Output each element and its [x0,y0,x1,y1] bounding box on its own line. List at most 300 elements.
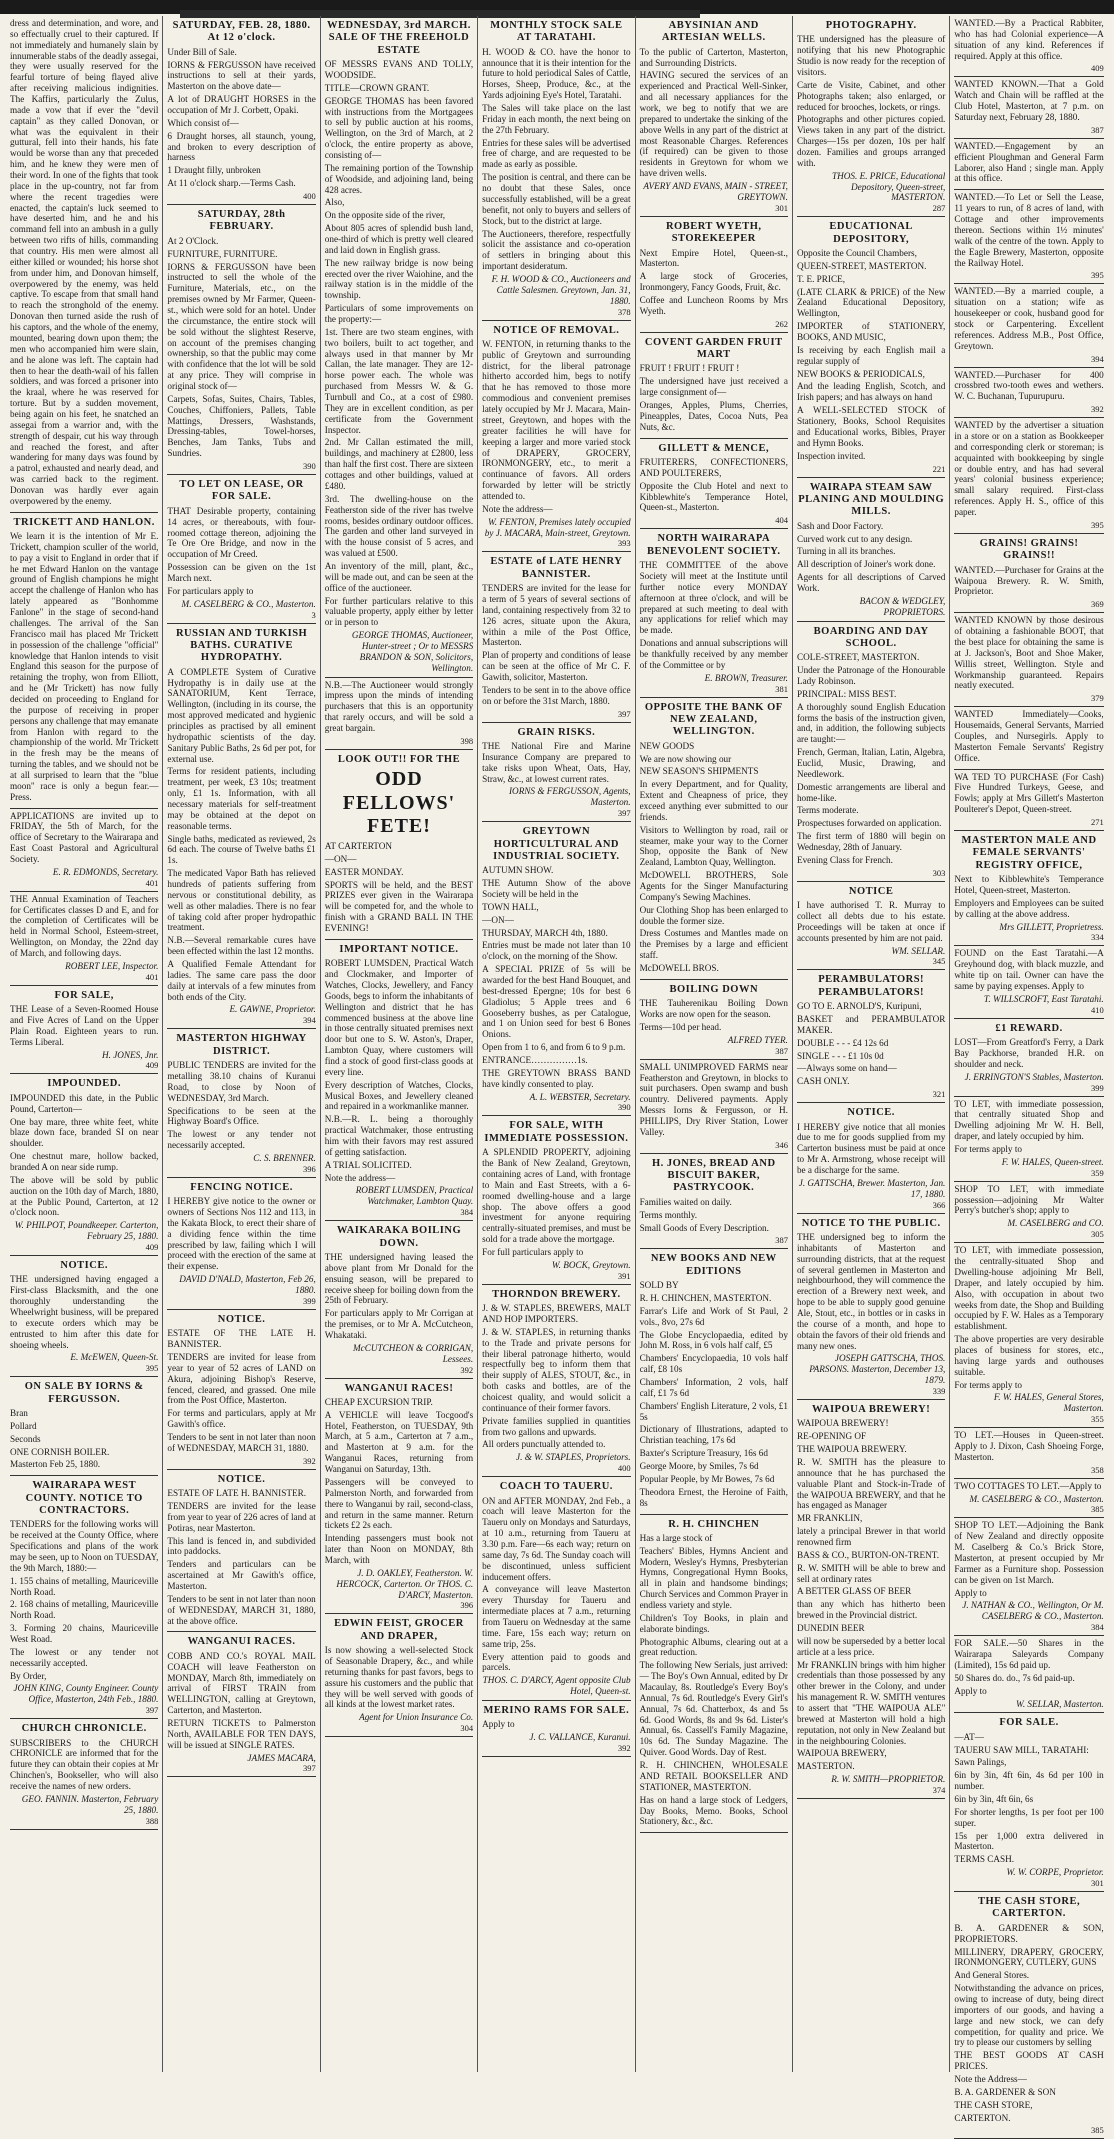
ad-heading: GRAIN RISKS. [517,726,596,738]
ad-paragraph: B. A. GARDENER & SON, PROPRIETORS. [954,1922,1104,1944]
ad-paragraph: Employers and Employees can be suited by calling at the above address. [954,897,1104,919]
advertisement [640,529,788,697]
ad-paragraph: A COMPLETE System of Curative Hydropathy is in daily use at the SANATORIUM, Kent Terrace, Wellington, (including in its course, the most approved medicated and hygienic principles as practised by all eminent hydropathic scientists of the day. Sanitary Public Baths, 2s 6d per pot, for external use. [167,666,316,764]
ad-paragraph: Baxter's Scripture Treasury, 16s 6d [639,1448,768,1459]
ad-paragraph: The position is central, and there can be no doubt that these Sales, once successfully established, will be a great benefit, not only to buyers and sellers of Stock, but to the district at large. [482,172,631,226]
ad-paragraph: TWO COTTAGES TO LET.—Apply to [954,1480,1102,1491]
ad-paragraph: Opposite the Council Chambers, [796,248,917,259]
ad-paragraph: ON and AFTER MONDAY, 2nd Feb., a coach will leave Masterton for the Taueru only on Mondays and Saturdays, at 10 a.m., returning from Taueru at 3.30 p.m. Fare—6s each way; return on same day, 7s 6d. The Sunday coach will be discontinued, unless sufficient inducement offers. [482,1495,631,1582]
ad-paragraph: WANTED KNOWN by those desirous of obtaining a fashionable BOOT, that the best place for obtaining the same is at J. Jackson's, Boot and Shoe Maker, Willis street, Wellington. Style and Workmanship guaranteed. Repairs neatly executed. [954,615,1104,691]
ad-paragraph: J. & W. STAPLES, BREWERS, MALT AND HOP IMPORTERS. [482,1303,631,1324]
ad-paragraph: TO LET.—Houses in Queen-street. Apply to J. Dixon, Cash Shoeing Forge, Masterton. [954,1430,1104,1462]
ad-signature: Mrs GILLETT, Proprietress. [999,921,1104,932]
ad-paragraph: T. E. PRICE, [796,273,846,284]
advertisement [954,1636,1103,1713]
ad-number: 395 [1090,519,1104,530]
ad-paragraph: WA TED TO PURCHASE (For Cash) Five Hundred Turkeys, Geese, and Fowls; apply at Mrs Gillett's Masterton Poulterer's Depot, Queen-street. [954,771,1104,815]
ad-signature: F. H. WOOD & CO., Auctioneers and Cattle Salesmen. Greytown, Jan. 31, 1880. [491,273,631,306]
ad-paragraph: Sash and Door Factory. [796,520,884,531]
ad-heading: NOTICE. [60,1259,108,1271]
ad-number: 399 [303,1295,316,1306]
ad-paragraph: W. FENTON, in returning thanks to the public of Greytown and surrounding district, for the liberal patronage hitherto accorded him, begs to notify that he has removed to those more commodious and convenient premises lately occupied by Mr J. Macara, Main-street, Greytown, and hopes with the greater facilities he will have for keeping a larger and more varied stock of DRAPERY, GROCERY, IRONMONGERY, etc., to merit a continuance of favors. All orders forwarded by letter will be strictly attended to. [482,338,631,501]
ad-paragraph: For full particulars apply to [482,1246,584,1257]
ad-number: 392 [460,1364,474,1375]
ad-paragraph: Agents for all descriptions of Carved Work. [796,572,946,593]
ad-signature: F. W. HALES, Queen-street. [1001,1156,1104,1167]
ad-heading: FENCING NOTICE. [190,1181,293,1193]
advertisement [954,1892,1103,2139]
ad-number: 400 [617,1463,631,1474]
ad-paragraph: MASTERTON. [796,1761,855,1772]
advertisement [797,217,945,477]
ad-paragraph: Specifications to be seen at the Highway Board's Office. [167,1105,316,1127]
ad-paragraph: Tenders and particulars can be ascertained at Mr Gawith's office, Masterton. [167,1559,316,1592]
ad-number: 410 [1090,1004,1104,1015]
ad-paragraph: will now be superseded by a better local article at a less price. [796,1635,946,1657]
ad-paragraph: Dictionary of Illustrations, adapted to Christian teaching, 17s 6d [639,1424,788,1446]
ad-paragraph: AUTUMN SHOW. [482,865,554,876]
ad-signature: THOS. E. PRICE, Educational Depository, Queen-street, MASTERTON. [832,170,946,203]
ad-paragraph: Is receiving by each English mail a regular supply of [796,344,946,366]
ad-paragraph: Coffee and Luncheon Rooms by Mrs Wyeth. [639,294,788,316]
ad-paragraph: MR FRANKLIN, [796,1513,863,1524]
ad-number: 395 [145,1363,159,1374]
ad-signature: J. & W. STAPLES, Proprietors. [516,1452,631,1463]
advertisement [640,217,788,333]
column-3 [321,16,478,2072]
ad-paragraph: Curved work cut to any design. [796,533,913,544]
ad-heading: THORNDON BREWERY. [492,1288,621,1300]
ad-paragraph: THE Annual Examination of Teachers for Certificates classes D and E, and for the completion of Certificates will be held in Normal School, Esteem-street, Wellington, on Monday, the 22nd day of March, and following days. [10,893,159,958]
ad-signature: F. W. HALES, General Stores, Masterton. [993,1392,1104,1414]
ad-heading: FOR SALE. [999,1717,1059,1729]
ad-number: 374 [932,1785,946,1796]
ad-heading: MERINO RAMS FOR SALE. [483,1704,630,1716]
ad-number: 409 [145,1060,159,1071]
advertisement [954,1019,1103,1097]
ad-paragraph: —ON— [482,914,514,925]
advertisement [325,1221,473,1378]
advertisement [167,1632,315,1777]
ad-paragraph: Next to Kibblewhite's Temperance Hotel, Queen-street, Masterton. [954,874,1104,895]
advertisement [482,1701,630,1757]
ad-number: 271 [1090,817,1104,827]
ad-heading: TO LET ON LEASE, OR FOR SALE. [179,479,304,503]
ad-paragraph: NEW BOOKS & PERIODICALS, [796,368,925,379]
ad-paragraph: For particulars apply to Mr Corrigan at the premises, or to Mr A. McCutcheon, Whakataki. [324,1308,474,1340]
column-2 [163,16,320,2072]
ad-paragraph: 1st. There are two steam engines, with two boilers, built to act together, and always used in that manner by Mr Callan, the late manager. They are 12-horse power each. The whole was purchased from Messrs W. & G. Turnbull and Co., at a cost of £980. They are in excellent condition, as per certificate from the Government Inspector. [324,326,474,435]
ad-number: 369 [1090,599,1104,610]
ad-paragraph: Every attention paid to goods and parcels. [482,1651,631,1673]
ad-heading: RUSSIAN AND TURKISH BATHS. CURATIVE HYDROPATHY. [175,627,308,664]
ad-paragraph: The Auctioneers, therefore, respectfully solicit the assistance and co-operation of settlers in bringing about this important desideratum. [482,228,631,272]
ad-signature: ROBERT LEE, Inspector. [65,960,159,971]
ad-number: 390 [617,1102,631,1113]
ad-paragraph: LOST—From Greatford's Ferry, a Dark Bay Packhorse, branded H.R. on shoulder and neck. [954,1037,1104,1069]
ad-paragraph: Under the Patronage of the Honourable Lady Robinson. [796,665,946,686]
ad-paragraph: Chambers' Information, 2 vols, half calf, £1 7s 6d [639,1377,788,1398]
ad-paragraph: The remaining portion of the Township of Woodside, and adjoining land, being 428 acres. [324,162,474,195]
ad-paragraph: THE WAIPOUA BREWERY. [796,1444,907,1455]
ad-paragraph: IORNS & FERGUSSON have been instructed to sell the whole of the Furniture, Materials, etc., on the premises owned by Mr Farmer, Queen-st., which were sold for an hotel. Under the circumstance, the entire stock will be sold without the slightest Reserve, on account of the premises changing ownership, so that the public may come with confidence that the lot will be sold at any price. They will comprise in original stock of— [167,261,316,391]
ad-paragraph: FOUND on the East Taratahi.—A Greyhound dog, with black muzzle, and white tip on tail. Owner can have the same by paying expenses. Apply to [954,948,1104,992]
ad-number: 401 [145,877,159,888]
ad-paragraph: than any which has hitherto been brewed in the Provincial district. [796,1599,946,1621]
ad-paragraph: 50 Shares do. do., 7s 6d paid-up. [954,1672,1075,1683]
ad-heading: GILLETT & MENCE, [658,442,770,454]
ad-paragraph: TO LET, with immediate possession, the centrally-situated Shop and Dwelling-house adjoining Mr Bell, Draper, and lately occupied by him. Also, with occupation in about two weeks from date, the Shop and Building occupied by F. W. Hales as a Temporary establishment. [954,1245,1104,1332]
ad-heading: ROBERT WYETH, STOREKEEPER [665,220,762,245]
ad-number: 305 [1090,1229,1104,1240]
ad-heading: SATURDAY, FEB. 28, 1880. At 12 o'clock. [172,20,311,44]
ad-paragraph: And General Stores. [954,1970,1030,1981]
ad-number: 400 [303,191,316,202]
ad-number: 359 [1090,1167,1104,1178]
ad-paragraph: One bay mare, three white feet, white blaze down face, branded SI on near shoulder. [10,1116,159,1149]
ad-number: 304 [460,1723,474,1734]
ad-paragraph: SHOP TO LET.—Adjoining the Bank of New Zealand and directly opposite M. Caselberg & Co.'s Brick Store, Masterton, at present occupied by Mr Farmer as a Furniture shop. Possession can be given on 1st March. [954,1520,1104,1585]
ad-paragraph: Chambers' English Literature, 2 vols, £1 5s [639,1400,788,1422]
ad-paragraph: Chambers' Encyclopaedia, 10 vols half calf, £8 10s [639,1353,788,1375]
ad-paragraph: ROBERT LUMSDEN, Practical Watch and Clockmaker, and Importer of Watches, Clocks, Jewellery, and Fancy Goods, begs to inform the inhabitants of Wellington and district that he has commenced business at the above line in those centrally situated premises next door but one to S. W. Aston's, Draper, Lambton Quay, where customers will find a stock of good first-class goods at every line. [324,958,474,1077]
ad-number: 387 [1090,124,1104,135]
ad-paragraph: A thoroughly sound English Education forms the basis of the instruction given, and, in addition, the following subjects are taught:— [796,701,946,745]
advertisement [954,1518,1103,1636]
ad-heading: WANGANUI RACES! [344,1382,454,1394]
ad-paragraph: The above will be sold by public auction on the 10th day of March, 1880, at the Public Pound, Carterton, at 12 o'clock noon. [10,1174,159,1218]
ad-paragraph: GEORGE THOMAS has been favored with instructions from the Mortgagees to sell by public auction at his rooms, Wellington, on the 3rd of March, at 2 o'clock, the entire property as above, consisting of— [324,95,474,160]
ad-paragraph: THURSDAY, MARCH 4th, 1880. [482,927,608,938]
ad-paragraph: Inspection invited. [796,450,866,461]
ad-number: 221 [932,463,946,474]
ad-number: 390 [303,461,316,472]
ad-paragraph: The Sales will take place on the last Friday in each month, the next being on the 27th February. [482,103,631,135]
advertisement [167,1310,315,1470]
ad-paragraph: Plan of property and conditions of lease can be seen at the office of Mr C. F. Gawith, solicitor, Masterton. [482,650,631,683]
ad-paragraph: COBB AND CO.'s ROYAL MAIL COACH will leave Featherston on MONDAY, March 8th, immediately on arrival of FIRST TRAIN from WELLINGTON, calling at Greytown, Carterton, and Masterton. [167,1650,316,1716]
ad-paragraph: The Globe Encyclopaedia, edited by John M. Ross, in 6 vols half calf, £5 [639,1329,788,1351]
advertisement [10,892,158,986]
ad-heading: WAIRARAPA WEST COUNTY. NOTICE TO CONTRACTORS. [25,1480,143,1517]
advertisement [325,940,473,1221]
ad-number: 409 [1090,63,1104,74]
ad-number: 387 [775,1045,788,1056]
ad-paragraph: WANTED.—Purchaser for Grains at the Waipoua Brewery. R. W. Smith, Proprietor. [954,564,1104,597]
advertisement [10,1476,158,1719]
ad-heading: BOILING DOWN [669,983,759,995]
advertisement [482,1285,630,1477]
ad-number: 397 [617,708,631,719]
advertisement [954,770,1103,831]
ad-heading: MONTHLY STOCK SALE AT TARATAHI. [490,20,623,44]
ad-paragraph: Under Bill of Sale. [167,46,237,57]
ad-heading: EDWIN FEIST, GROCER AND DRAPER, [334,1618,464,1642]
advertisement [482,1116,630,1284]
ad-paragraph: Single baths, medicated as reviewed, 2s 6d each. The course of Twelve baths £1 1s. [167,833,316,866]
advertisement [797,622,945,882]
ad-number: 339 [932,1386,946,1397]
advertisement [797,970,945,1103]
ad-number: 393 [617,538,631,549]
ad-paragraph: For terms apply to [954,1379,1022,1390]
ad-heading: COACH TO TAUERU. [499,1481,613,1493]
ad-paragraph: 6in by 3in, 4ft 6in, 6s [954,1794,1034,1805]
ad-heading: NOTICE. [217,1313,266,1325]
advertisement [954,707,1103,769]
advertisement [954,284,1103,367]
ad-heading: MASTERTON MALE AND FEMALE SERVANTS' REGISTRY OFFICE, [961,835,1097,871]
ad-paragraph: MILLINERY, DRAPERY, GROCERY, IRONMONGERY, CUTLERY, GUNS [954,1946,1104,1968]
ad-paragraph: THE CASH STORE, [954,2099,1033,2110]
ad-paragraph: NEW SEASON'S SHIPMENTS [639,766,759,777]
ad-number: 396 [303,1163,316,1174]
ad-number: 388 [145,1815,159,1826]
ad-paragraph: EASTER MONDAY. [324,866,404,877]
advertisement [325,1614,473,1737]
ad-paragraph: Has on hand a large stock of Ledgers, Day Books, Memo. Books, School Stationery, &c., &c. [639,1794,788,1827]
ad-paragraph: Next Empire Hotel, Queen-st., Masterton. [639,247,788,269]
ad-paragraph: R. H. CHINCHEN, WHOLESALE AND RETAIL BOOKSELLER AND STATIONER, MASTERTON. [639,1760,788,1792]
ad-heading: PHOTOGRAPHY. [825,20,917,31]
ad-paragraph: H. WOOD & CO. have the honor to announce that it is their intention for the future to hold periodical Sales of Cattle, Horses, Sheep, Produce, &c., at the Yards adjoining Eye's Hotel, Taratahi. [482,46,631,101]
ad-heading: GREYTOWN HORTICULTURAL AND INDUSTRIAL SOCIETY. [493,826,620,862]
ad-paragraph: CARTERTON. [954,2112,1011,2123]
ad-paragraph: Photographic Albums, clearing out at a great reduction. [639,1636,788,1658]
ad-signature: JAMES MACARA, [247,1752,316,1763]
ad-number: 395 [1090,270,1104,281]
ad-paragraph: COLE-STREET, MASTERTON. [796,652,920,663]
ad-paragraph: For terms and particulars, apply at Mr Gawith's office. [167,1408,316,1430]
advertisement [10,513,158,809]
ad-paragraph: Oranges, Apples, Plums, Cherries, Pineapples, Dates, Cocoa Nuts, Pea Nuts, &c. [639,400,788,432]
advertisement [640,1249,788,1514]
ad-signature: W. BOCK, Greytown. [551,1259,631,1270]
ad-paragraph: For terms apply to [954,1144,1022,1155]
ad-paragraph: A Qualified Female Attendant for ladies. The same care pass the door daily at intervals of a few minutes from both ends of the City. [167,959,316,1002]
ad-paragraph: J. & W. STAPLES, in returning thanks to the Trade and private persons for their liberal patronage hitherto, would respectfully beg to inform them that their supply of ALES, STOUT, &c., in both casks and bottles, are of the choicest quality, and would solicit a continuance of their former favors. [482,1326,631,1413]
ad-signature: McCUTCHEON & CORRIGAN, Lessees. [352,1342,474,1364]
ad-paragraph: Pollard [10,1420,37,1431]
ad-number: 379 [1090,693,1104,704]
ad-signature: THOS. C. D'ARCY, Agent opposite Club Hotel, Queen-st. [482,1675,631,1697]
advertisement [797,1103,945,1213]
ad-number: 345 [932,956,946,967]
ad-paragraph: ESTATE OF LATE H. BANNISTER. [167,1488,306,1499]
advertisement [482,822,630,1116]
ad-number: 404 [775,515,788,526]
ad-paragraph: Passengers will be conveyed to Palmerston North, and forwarded from there to Wanganui by rail, second-class, and return in the same manner. Return tickets £2 2s each. [324,1476,474,1531]
ad-number: 391 [617,1270,631,1281]
column-1 [6,16,163,2072]
ad-paragraph: Terms for resident patients, including treatment, per week, £3 10s; treatment only, £1 1s. Information, with all necessary materials for self-treatment may be obtained at the depot on reasonable terms. [167,766,316,831]
ad-paragraph: Has a large stock of [639,1532,713,1543]
ad-paragraph: dress and determination, and wore, and so effectually cruel to their captured. If not immediately and humanely slain by innumerable stabs of the deadly assegai, they were usually reserved for the fearful torture of being flayed alive after receiving malicious indignities. The Kaffirs, particularly the Zulus, made a vow that if ever the "devil captain" as they called Donovan, or what was the equivalent in their guttural, fell into their hands, his fate would be worse than any that preceded him, and he knew they were men of their word. In one of the fights that took place in the up-country, not far from where the recent tragedies were enacted, the captain's luck seemed to have deserted him, and he and his command fell into an ambush in a gully between two rifts of hills, commanding that country. His men were almost all either killed or wounded; his horse shot from under him, and Donovan himself, overpowered by the enemy, was held captive. To escape from that small hand to reach the stronghold of the enemy. Donovan then turned aside the rush of his captors, and the whole of the enemy, mounted, bearing down upon them; the men who accompanied him were slain, and he alone was left. The captain had then to hear the death-wail of his fallen soldiers, and was forced a prisoner into the kraal, where he was reserved for torture. But by a sudden movement, being again on his feet, he snatched an assegai from a warrior and, with the strength of despair, cut his way through and reached the forest, and after wandering for many days was found by a patrol, exhausted and nearly dead, and was carried back to the regiment. Donovan was hardly ever again overpowered by the enemy. [10,18,159,506]
advertisement [954,1243,1103,1428]
ad-number: 366 [932,1199,946,1210]
advertisement [482,723,630,823]
advertisement [797,882,945,971]
ad-paragraph: Visitors to Wellington by road, rail or steamer, make your way to the Corner Shop, opposite the Bank of New Zealand, Lambton Quay, Wellington. [639,824,788,868]
ad-paragraph: N.B.—The Auctioneer would strongly impress upon the minds of intending purchasers that this is an opportunity that rarely occurs, and will be sold a great bargain. [324,679,474,733]
advertisement [954,16,1103,77]
ad-signature: JOSEPH GATTSCHA, THOS. PARSONS. Masterton, December 13, 1879. [809,1353,946,1386]
ad-paragraph: On the opposite side of the river, [324,210,446,221]
ad-heading: IMPORTANT NOTICE. [339,943,459,955]
ad-paragraph: Tenders to be sent in not later than noon of WEDNESDAY, MARCH 31, 1880, at the above office. [167,1593,316,1626]
ad-paragraph: At 11 o'clock sharp.—Terms Cash. [167,178,296,189]
advertisement [10,1256,158,1377]
ad-number: 396 [460,1600,474,1611]
ad-paragraph: TENDERS are invited for lease from year to year of 52 acres of LAND on Akura, adjoining Bishop's Reserve, fenced, cleared, and grassed. One mile from the Post Office, Masterton. [167,1352,316,1406]
advertisement [325,750,473,940]
advertisement [325,16,473,678]
ad-paragraph: For particulars apply to [167,585,254,596]
ad-paragraph: We are now showing our [639,753,732,764]
ad-paragraph: THAT Desirable property, containing 14 acres, or thereabouts, with four-roomed cottage thereon, adjoining the Te Ore Ore Bridge, and now in the occupation of Mr Creed. [167,505,316,560]
ad-number: 303 [932,867,946,878]
ad-paragraph: The following New Serials, just arrived:— The Boy's Own Annual, edited by Dr Macaulay, 8s. Routledge's Every Boy's Annual, 7s 6d. Routledge's Every Girl's Annual, 7s 6d. Chatterbox, 4s and 5s 6d. Good Words, 8s and 9s 6d. Lister's Annual, 6s. Cassell's Family Magazine, 10s 6d. The Sunday Magazine. The Quiver. Good Words. Day of Rest. [639,1660,788,1758]
ad-paragraph: WANTED Immediately—Cooks, Housemaids, General Servants, Married Couples, and Nursegirls. Apply to Masterton Female Servants' Registry Office. [954,709,1104,763]
ad-signature: W. PHILPOT, Poundkeeper. Carterton, February 25, 1880. [14,1220,159,1242]
ad-paragraph: Families waited on daily. [639,1196,732,1207]
ad-signature: M. CASELBERG and CO. [1007,1218,1104,1229]
ad-paragraph: The lowest or any tender not necessarily accepted. [167,1129,316,1151]
ad-paragraph: Children's Toy Books, in plain and elaborate bindings. [639,1612,788,1634]
ad-paragraph: I HEREBY give notice to the owner or owners of Sections Nos 112 and 113, in the Kakata Block, to erect their share of a dividing fence within the time prescribed by law, failing which I will proceed with the erection of the same at their expense. [167,1196,316,1272]
advertisement [954,831,1103,946]
advertisement [954,1713,1103,1892]
ad-paragraph: Popular People, by Mr Bowes, 7s 6d [639,1473,775,1484]
advertisement [325,678,473,750]
ad-heading: FOR SALE, WITH IMMEDIATE POSSESSION. [484,1120,629,1144]
ad-number: 397 [303,1763,316,1774]
ad-signature: H. JONES, Jnr. [101,1049,159,1060]
ad-heading: NOTICE TO THE PUBLIC. [801,1217,941,1229]
ad-paragraph: By Order, [10,1670,47,1681]
ad-paragraph: I have authorised T. R. Murray to collect all debts due to his estate. Proceedings will be taken at once if accounts presented by him are not paid. [796,900,946,943]
ad-signature: ROBERT LUMSDEN, Practical Watchmaker, Lambton Quay. [355,1185,474,1207]
ad-paragraph: Is now showing a well-selected Stock of Seasonable Drapery, &c., and while returning thanks for past favors, begs to assure his customers and the public that they will be well served with goods of all kinds at the lowest market rates. [324,1645,474,1710]
ad-paragraph: WANTED KNOWN.—That a Gold Watch and Chain will be raffled at the Club Hotel, Masterton, at 7 p.m. on Saturday next, February 28, 1880. [954,79,1104,123]
ad-paragraph: Our Clothing Shop has been enlarged to double the former size. [639,904,788,926]
ad-paragraph: BASKET and PERAMBULATOR MAKER. [796,1014,946,1035]
advertisement [797,1214,945,1400]
ad-paragraph: R. W. SMITH has the pleasure to announce that he has purchased the valuable Plant and Stock-in-Trade of the WAIPOUA BREWERY, and that he has engaged as Manager [796,1457,946,1511]
ad-signature: W. W. CORPE, Proprietor. [1006,1867,1104,1878]
ad-paragraph: (LATE CLARK & PRICE) of the New Zealand Educational Depository, Wellington, [796,286,946,319]
ad-paragraph: Which consist of— [167,117,239,128]
ad-paragraph: HAVING secured the services of an experienced and Practical Well-Sinker, and all necessary appliances for the work, we beg to notify that we are prepared to undertake the sinking of the above Wells in any part of the district at most Reasonable Charges. References (if required) can be given to those residents in Greytown for whom we have driven wells. [639,70,788,179]
advertisement [482,552,630,722]
ad-paragraph: Terms—10d per head. [639,1021,722,1032]
ad-paragraph: SHOP TO LET, with immediate possession—adjoining Mr Walter Perry's butcher's shop; apply to [954,1183,1104,1216]
advertisement [640,439,788,530]
ad-paragraph: THE COMMITTEE of the above Society will meet at the Institute until further notice every MONDAY afternoon at three o'clock, and will be prepared at such meeting to deal with any applications for relief which may be made. [639,560,788,636]
ad-paragraph: CASH ONLY. [796,1076,850,1087]
ad-heading: R. H. CHINCHEN [668,1518,760,1530]
ad-number: 392 [303,1455,316,1466]
ad-paragraph: An inventory of the mill, plant, &c., will be made out, and can be seen at the office of the auctioneer. [324,560,474,593]
ad-paragraph: About 805 acres of splendid bush land, one-third of which is pretty well cleared and laid down in English grass. [324,223,474,255]
ad-paragraph: B. A. GARDENER & SON [954,2086,1056,2097]
newspaper-page [6,16,1108,2136]
ad-number: 385 [1090,1504,1104,1515]
ad-paragraph: THE undersigned having engaged a First-class Blacksmith, and the one thoroughly understanding the Wheelwright business, will be prepared to execute orders which may be entrusted to him after this date for shoeing wheels. [10,1274,159,1350]
advertisement [797,16,945,217]
ad-paragraph: Terms monthly. [639,1209,698,1220]
ad-paragraph: A conveyance will leave Masterton every Thursday for Taueru and intermediate places at 7 a.m., returning from Taueru on Wednesday at the same time. Fare, 15s each way; return on same trip, 25s. [482,1584,631,1649]
ad-number: 355 [1090,1414,1104,1425]
ad-paragraph: 2. 168 chains of metalling, Mauriceville North Road. [10,1599,159,1621]
ad-heading: NOTICE. [217,1473,266,1485]
ad-paragraph: A large stock of Groceries, Ironmongery, Fancy Goods, Fruit, &c. [639,271,788,293]
ad-signature: Agent for Union Insurance Co. [359,1712,474,1723]
ad-paragraph: N.B.—R. L. being a thoroughly practical Watchmaker, those entrusting him with their favors may rest assured of getting satisfaction. [324,1114,474,1157]
ad-paragraph: Apply to [482,1719,515,1730]
ad-heading: NOTICE OF REMOVAL. [493,324,620,336]
ad-paragraph: lately a principal Brewer in that world renowned firm [796,1526,946,1548]
advertisement [954,418,1103,534]
advertisement [954,139,1103,190]
ad-paragraph: FURNITURE, FURNITURE. [167,248,278,259]
advertisement [797,478,945,622]
ad-paragraph: SPORTS will be held, and the BEST PRIZES ever given in the Wairarapa will be competed for, and the whole to finish with a GRAND BALL IN THE EVENING! [324,879,474,934]
ad-paragraph: SUBSCRIBERS to the CHURCH CHRONICLE are informed that for the future they can obtain their copies at Mr Chinchen's, Bookseller, who will also receive the names of new orders. [10,1737,159,1791]
ad-paragraph: French, German, Italian, Latin, Algebra, Euclid, Music, Drawing, and Needlework. [796,747,946,779]
ad-paragraph: At 2 O'Clock. [167,235,219,246]
ad-paragraph: WANTED.—To Let or Sell the Lease, 11 years to run, of 8 acres of land, with Cottage and other improvements thereon. Sections within 1½ minutes' walk of the centre of the town. Apply to the Eagle Brewery, Masterton, opposite the Railway Hotel. [954,192,1104,268]
ad-heading: WAIRAPA STEAM SAW PLANING AND MOULDING MILLS. [798,481,945,518]
ad-paragraph: A WELL-SELECTED STOCK of Stationery, Books, School Requisites and Educational works, Bibles, Prayer and Hymn Books. [796,405,946,448]
ad-paragraph: In every Department, and for Quality, Extent and Cheapness of price, they exceed anything ever submitted to our friends. [639,779,788,822]
ad-paragraph: A lot of DRAUGHT HORSES in the occupation of Mr J. Corbett, Opaki. [167,94,316,116]
advertisement [954,1479,1103,1519]
ad-heading: NEW BOOKS AND NEW EDITIONS [650,1253,777,1277]
ad-heading: IMPOUNDED. [47,1078,121,1090]
ad-paragraph: OF MESSRS EVANS AND TOLLY, WOODSIDE. [324,59,474,80]
advertisement [954,534,1103,613]
ad-paragraph: FOR SALE.—50 Shares in the Wairarapa Saleyards Company (Limited), 15s 6d paid up. [954,1638,1104,1670]
ad-paragraph: Seconds [10,1433,41,1444]
column-7 [950,16,1107,2136]
ad-number: 384 [1090,1622,1104,1633]
ad-number: 384 [460,1207,474,1218]
ad-paragraph: A BETTER GLASS OF BEER [796,1586,912,1597]
ad-paragraph: McDOWELL BROS. [639,962,719,973]
ad-paragraph: PRINCIPAL: MISS BEST. [796,688,897,699]
advertisement [167,1029,315,1178]
ad-number: 346 [775,1139,788,1150]
ad-paragraph: A TRIAL SOLICITED. [324,1159,412,1170]
ad-signature: A. L. WEBSTER, Secretary. [529,1091,631,1102]
column-5 [636,16,793,2072]
ad-paragraph: I HEREBY give notice that all monies due to me for goods supplied from my Carterton business must be paid at once to Mr A. Armstrong, whose receipt will be a discharge for the same. [796,1121,946,1176]
ad-signature: J. C. VALLANCE, Kuranui. [529,1732,631,1743]
column-6 [793,16,950,2072]
ad-heading: SATURDAY, 28th FEBRUARY. [197,209,286,233]
ad-heading: NOTICE [848,885,894,897]
ad-paragraph: Entries must be made not later than 10 o'clock, on the morning of the Show. [482,940,631,962]
ad-signature: ALFRED TYER. [727,1034,788,1045]
ad-heading: WAIPOUA BREWERY! [812,1404,931,1416]
advertisement [954,190,1103,284]
ad-signature: T. WILLSCROFT, East Taratahi. [983,993,1104,1004]
ad-paragraph: Evening Class for French. [796,854,893,865]
ad-heading: WANGANUI RACES. [187,1636,296,1648]
ad-number: 358 [1090,1464,1104,1475]
ad-paragraph: For shorter lengths, 1s per foot per 100 super. [954,1806,1104,1828]
